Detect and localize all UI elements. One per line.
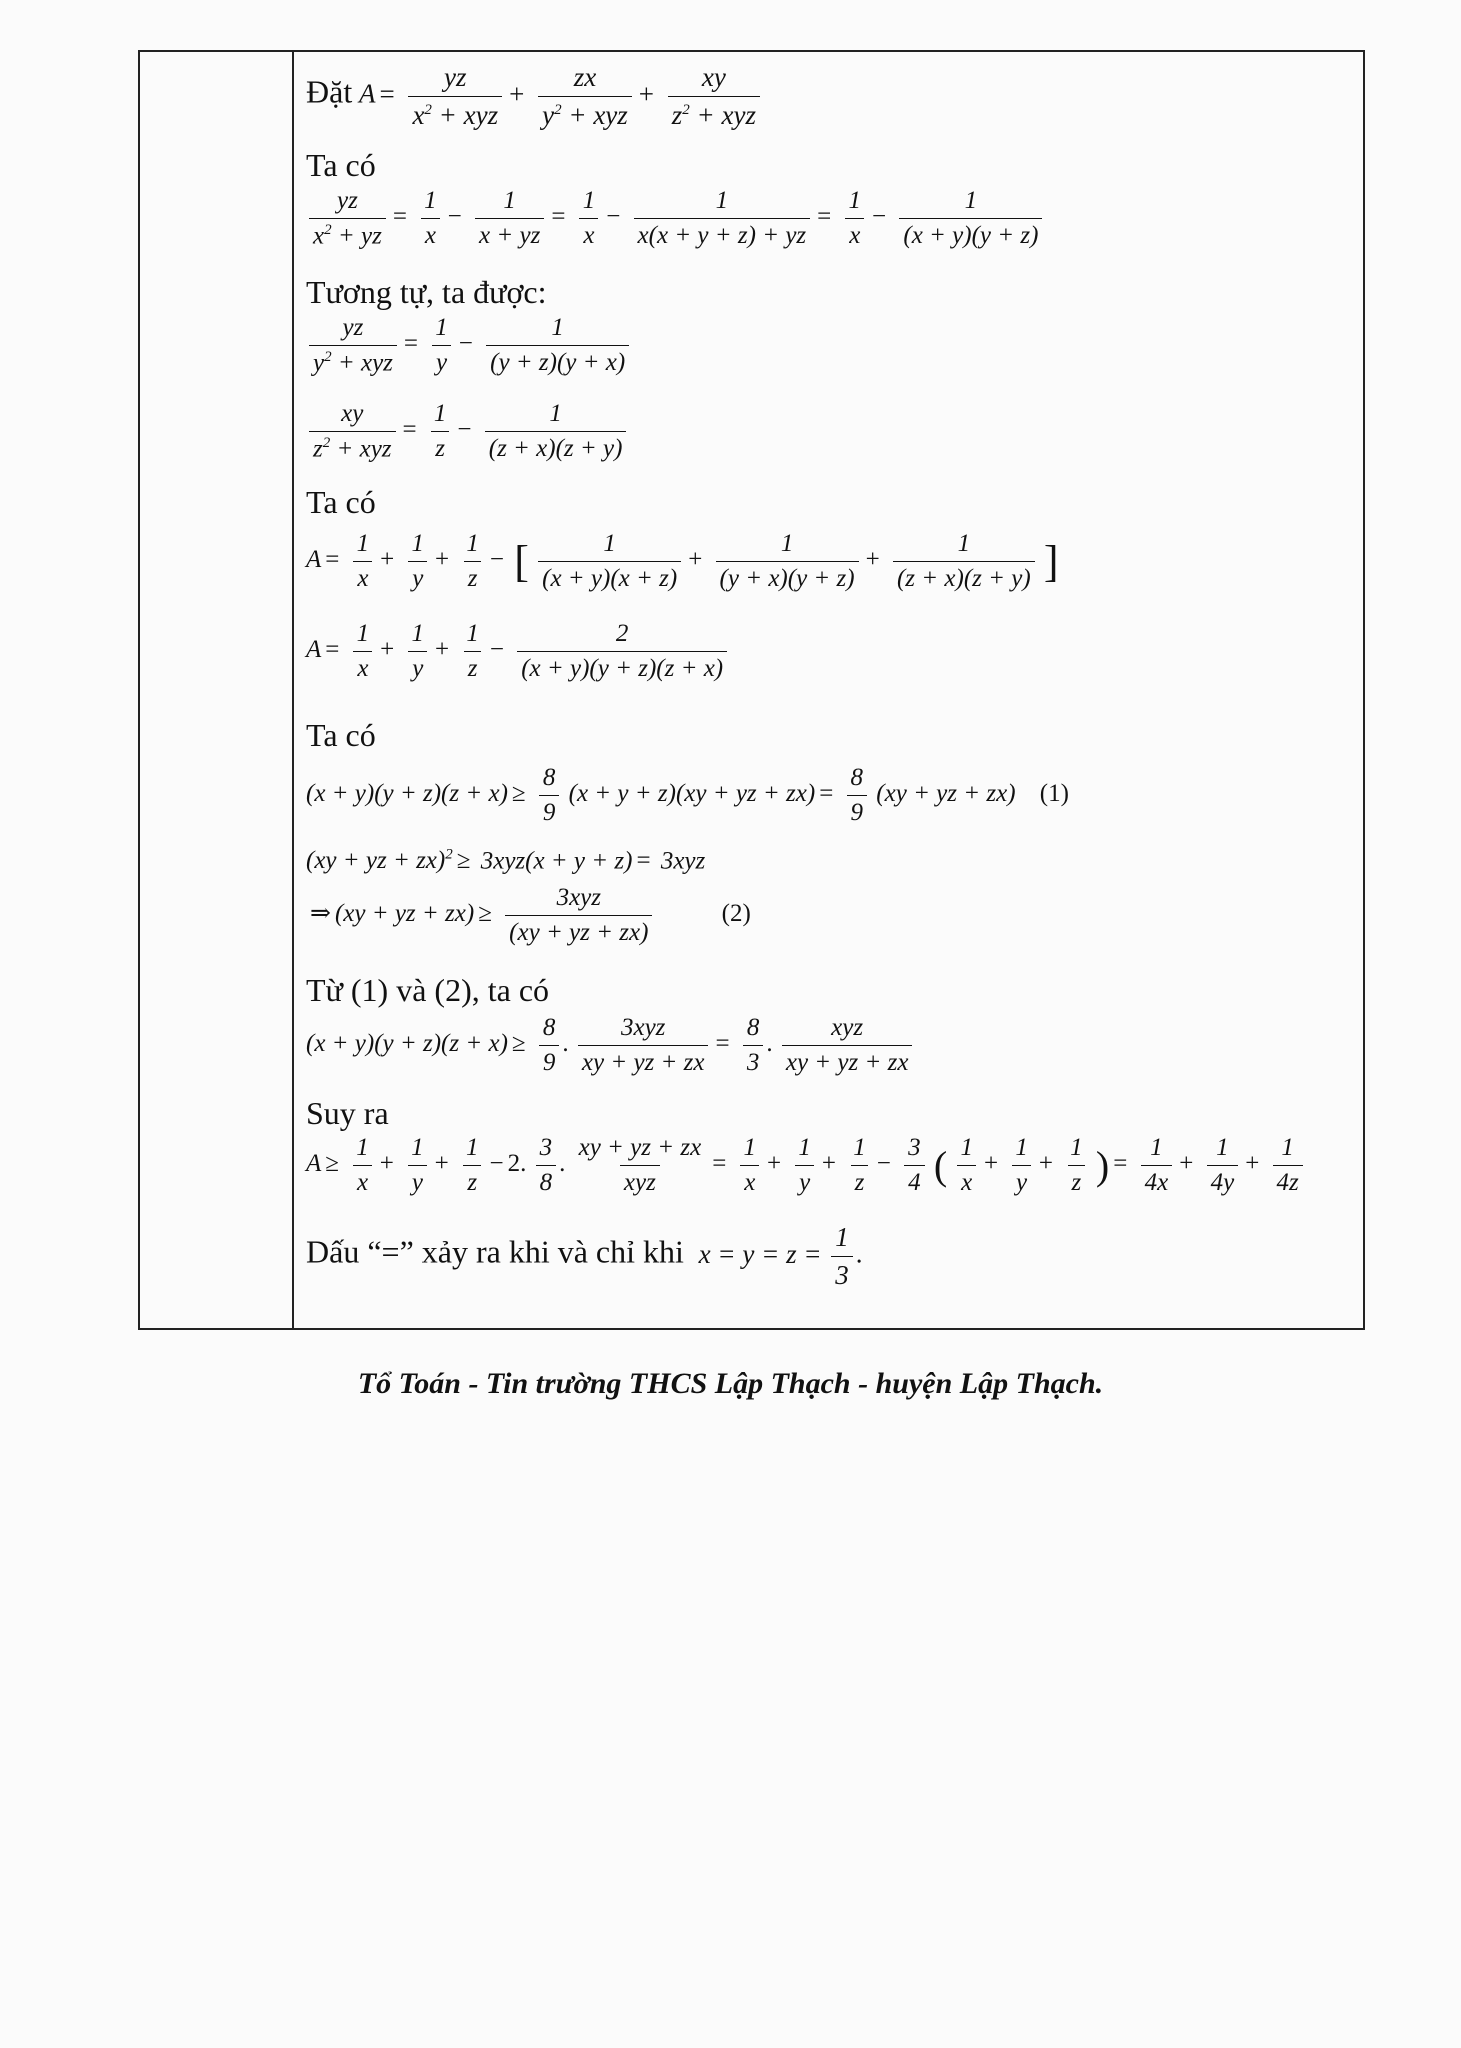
final-inequality: A ≥ $\frac{1}{x}$ + $\frac{1}{y}$ + $\frac{1}{z}$ − 2. $\frac{3}{8}$ . $\frac{xy + yz + zx}{\text{xyz}}$ = $\frac{1}{x}$ + $\frac{1}{y}$ + $\frac{1}{z}$ − $\frac{3}{4}$ ( $\frac{1}{x}$ + $\frac{1}{y}$ + $\frac{1}{z}$ ) = $\frac{1}{4x}$ + $\frac{1}{4y}$ + $\frac{1}{4z}$ <box>306 1134 1306 1197</box>
inequality-line-1: (x + y)(y + z)(z + x) ≥ $\frac{8}{9}$ (x + y + z)(xy + yz + zx) = $\frac{8}{9}$ (xy + yz + zx) (1) <box>306 764 1069 826</box>
inequality-line-2: (xy + yz + zx)$^2$ ≥ 3xyz(x + y + z) = 3xyz <box>306 847 706 875</box>
identity-line-1: $\frac{yz}{x^2 + yz}$ = $\frac{1}{x}$ − $\frac{1}{x + yz}$ = $\frac{1}{x}$ − $\frac{1}{x(x + y + z) + yz}$ = $\frac{1}{x}$ − $\frac{1}{(x + y)(y + z)}$ <box>306 187 1045 250</box>
inequality-line-3: ⇒ (xy + yz + zx) ≥ $\frac{\text{3xyz}}{(xy + yz + zx)}$ (2) <box>310 884 751 946</box>
inequality-line-4: (x + y)(y + z)(z + x) ≥ $\frac{8}{9}$ . $\frac{\text{3xyz}}{xy + yz + zx}$ = $\frac{8}{3}$ . $\frac{\text{xyz}}{xy + yz + zx}$ <box>306 1014 915 1077</box>
definition-line: Đặt A = $\frac{yz}{x^2 + xyz}$ + $\frac{zx}{y^2 + xyz}$ + $\frac{xy}{z^2 + xyz}$ <box>306 62 763 131</box>
ta-co-2: Ta có <box>306 484 376 520</box>
solution-table <box>138 50 1365 1330</box>
tuong-tu: Tương tự, ta được: <box>306 274 547 310</box>
suy-ra: Suy ra <box>306 1095 389 1131</box>
identity-line-3: $\frac{xy}{z^2 + xyz}$ = $\frac{1}{z}$ − $\frac{1}{(z + x)(z + y)}$ <box>306 400 629 463</box>
solution-content <box>306 52 1343 1328</box>
ta-co-3: Ta có <box>306 717 376 753</box>
sum-line-2: A = $\frac{1}{x}$ + $\frac{1}{y}$ + $\frac{1}{z}$ − $\frac{2}{(x + y)(y + z)(z + x)}$ <box>306 620 730 683</box>
equality-condition: Dấu “=” xảy ra khi và chỉ khi x = y = z = $\frac{1}{3}$ . <box>306 1222 863 1290</box>
tu-1-va-2: Từ (1) và (2), ta có <box>306 972 550 1008</box>
sum-line-1: A = $\frac{1}{x}$ + $\frac{1}{y}$ + $\frac{1}{z}$ − [ $\frac{1}{(x + y)(x + z)}$ + $\frac{1}{(y + x)(y + z)}$ + $\frac{1}{(z + x)(z + y)}$ ] <box>306 530 1059 592</box>
identity-line-2: $\frac{yz}{y^2 + xyz}$ = $\frac{1}{y}$ − $\frac{1}{(y + z)(y + x)}$ <box>306 314 632 377</box>
column-divider <box>292 52 294 1328</box>
footer-credit: Tổ Toán - Tin trường THCS Lập Thạch - huyện Lập Thạch. <box>357 1367 1104 1400</box>
ta-co-1: Ta có <box>306 147 376 183</box>
